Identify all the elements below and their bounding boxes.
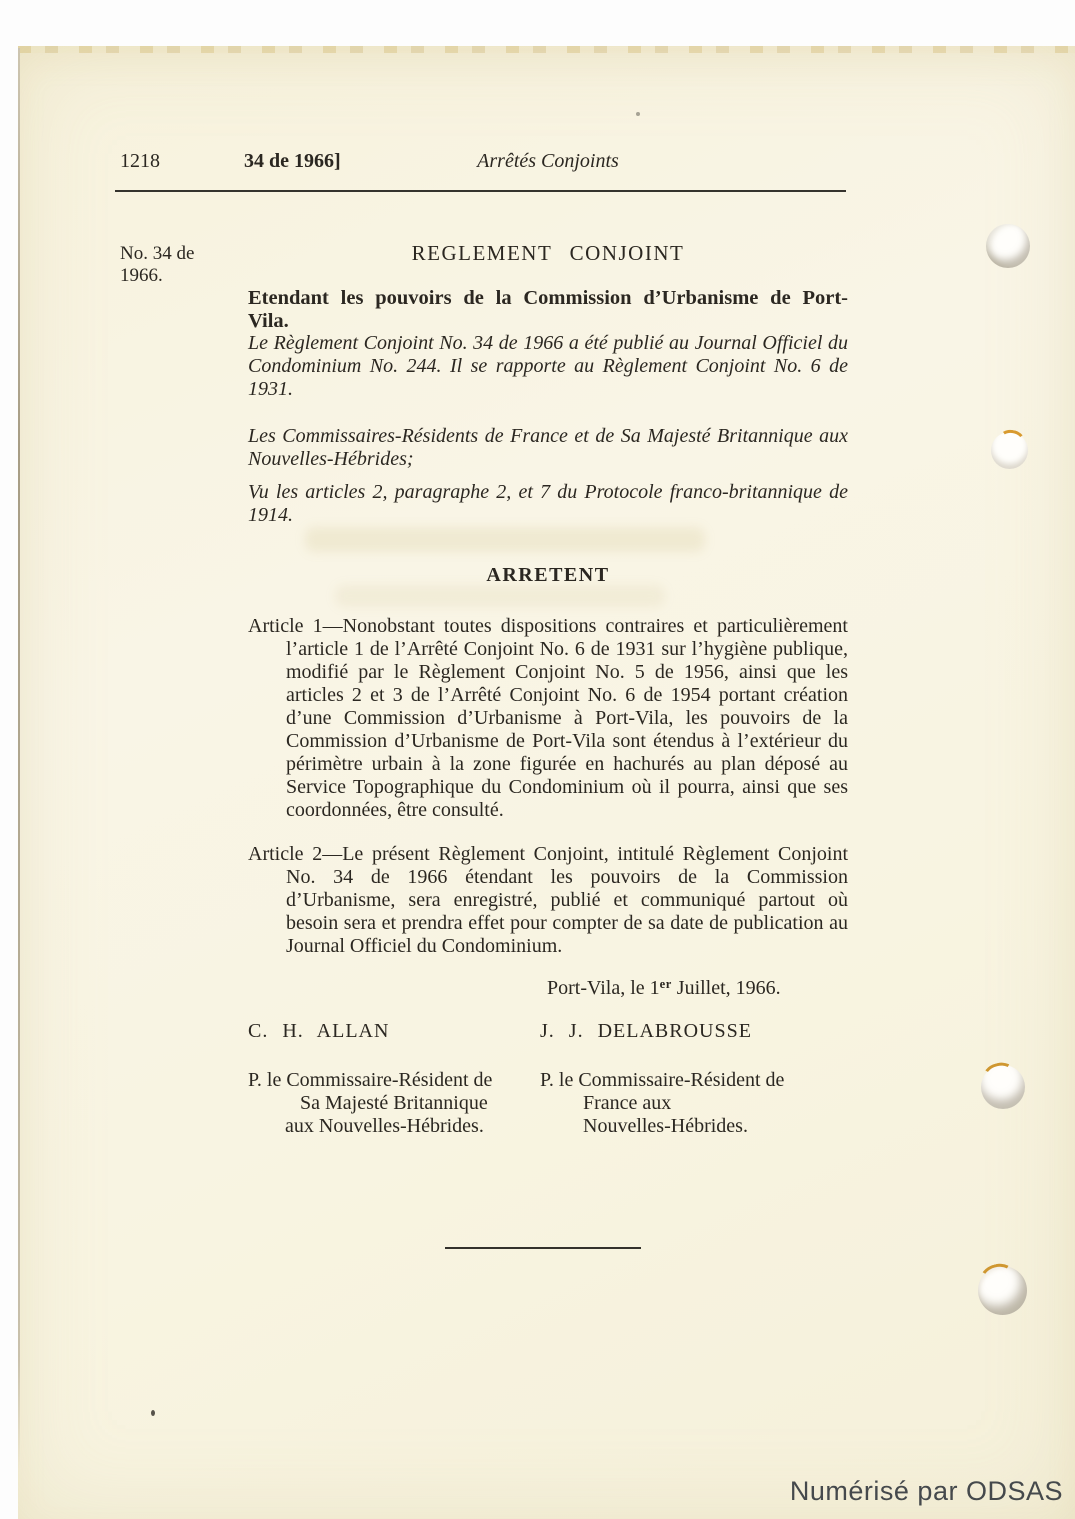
- signature-name-french: J. J. DELABROUSSE: [540, 1020, 752, 1042]
- paper-edge-left: [18, 48, 20, 1470]
- paper-speck: [636, 112, 640, 116]
- signature-title-british-line3: aux Nouvelles-Hébrides.: [285, 1115, 484, 1137]
- paper-speck: [151, 1410, 155, 1416]
- article-2: [248, 843, 848, 958]
- signature-title-british: [248, 1069, 540, 1138]
- article-1-text: Nonobstant toutes dispositions contraires et particulièrement l’article 1 de l’Arrêté Conjoint No. 6 de 1931 sur l’hygiène publique, modifié par le Règlement Conjoint No. 5 de 1956, ainsi que les articles 2 et 3 de l’Arrêté Conjoint No. 6 de 1954 portant création d’une Commission d’Urbanisme à Port-Vila, les pouvoirs de la Commission d’Urbanisme de Port-Vila sont étendus à l’extérieur du périmètre urbain à la zone figurée en hachurés au plan déposé au Service Topographique du Condominium où il pourra, ainsi que ses coordonnées, être consulté.: [286, 615, 848, 821]
- margin-note: [120, 243, 230, 287]
- signature-title-british-line1: P. le Commissaire-Résident de: [248, 1069, 493, 1091]
- ink-showthrough-smudge: [305, 527, 705, 552]
- header-page-number: 1218: [120, 150, 160, 172]
- article-1: [248, 615, 848, 822]
- paper-deckle-edge-top: [18, 46, 1075, 53]
- article-1-label: Article 1—: [248, 615, 343, 637]
- margin-note-line2: 1966.: [120, 265, 163, 286]
- dateline-ordinal: er: [659, 977, 672, 991]
- signature-title-british-line2: Sa Majesté Britannique: [300, 1092, 488, 1114]
- document-subtitle: Etendant les pouvoirs de la Commission d’Urbanisme de Port-Vila.: [248, 287, 848, 332]
- article-2-text: Le présent Règlement Conjoint, intitulé Règlement Conjoint No. 34 de 1966 étendant les pouvoirs de la Commission d’Urbanisme, sera enregistré, publié et communiqué partout où besoin sera et prendra effet pour compter de sa date de publication au Journal Officiel du Condominium.: [286, 843, 849, 957]
- dateline-prefix: Port-Vila, le 1: [547, 977, 660, 999]
- punch-hole-icon: [986, 224, 1030, 268]
- header-rule: [115, 190, 846, 192]
- signature-title-french: [540, 1069, 832, 1138]
- document-title: REGLEMENT CONJOINT: [411, 241, 685, 265]
- article-2-label: Article 2—: [248, 843, 343, 865]
- preamble-vu-articles: Vu les articles 2, paragraphe 2, et 7 du Protocole franco-britannique de 1914.: [248, 481, 848, 526]
- margin-note-line1: No. 34 de: [120, 243, 195, 264]
- signature-title-french-line3: Nouvelles-Hébrides.: [583, 1115, 748, 1137]
- punch-hole-icon: [991, 432, 1028, 469]
- signature-name-british: C. H. ALLAN: [248, 1020, 390, 1042]
- preamble-publication-note: Le Règlement Conjoint No. 34 de 1966 a été publié au Journal Officiel du Condominium No. 244. Il se rapporte au Règlement Conjoint No. 6 de 1931.: [248, 332, 848, 400]
- signature-title-french-line1: P. le Commissaire-Résident de: [540, 1069, 785, 1091]
- signature-title-french-line2: France aux: [583, 1092, 672, 1114]
- header-running-title: Arrêtés Conjoints: [477, 150, 619, 172]
- scan-credit: Numérisé par ODSAS: [789, 1476, 1063, 1506]
- preamble-commissioners: Les Commissaires-Résidents de France et de Sa Majesté Britannique aux Nouvelles-Hébrides;: [248, 425, 848, 470]
- end-divider-rule: [445, 1247, 641, 1249]
- dateline-suffix: Juillet, 1966.: [671, 977, 781, 999]
- dateline: [547, 977, 781, 1000]
- punch-hole-icon: [981, 1065, 1025, 1109]
- enactment-heading: ARRETENT: [486, 564, 610, 586]
- header-issue-ref: 34 de 1966]: [244, 150, 341, 172]
- punch-hole-icon: [978, 1266, 1027, 1315]
- ink-showthrough-smudge: [335, 585, 665, 607]
